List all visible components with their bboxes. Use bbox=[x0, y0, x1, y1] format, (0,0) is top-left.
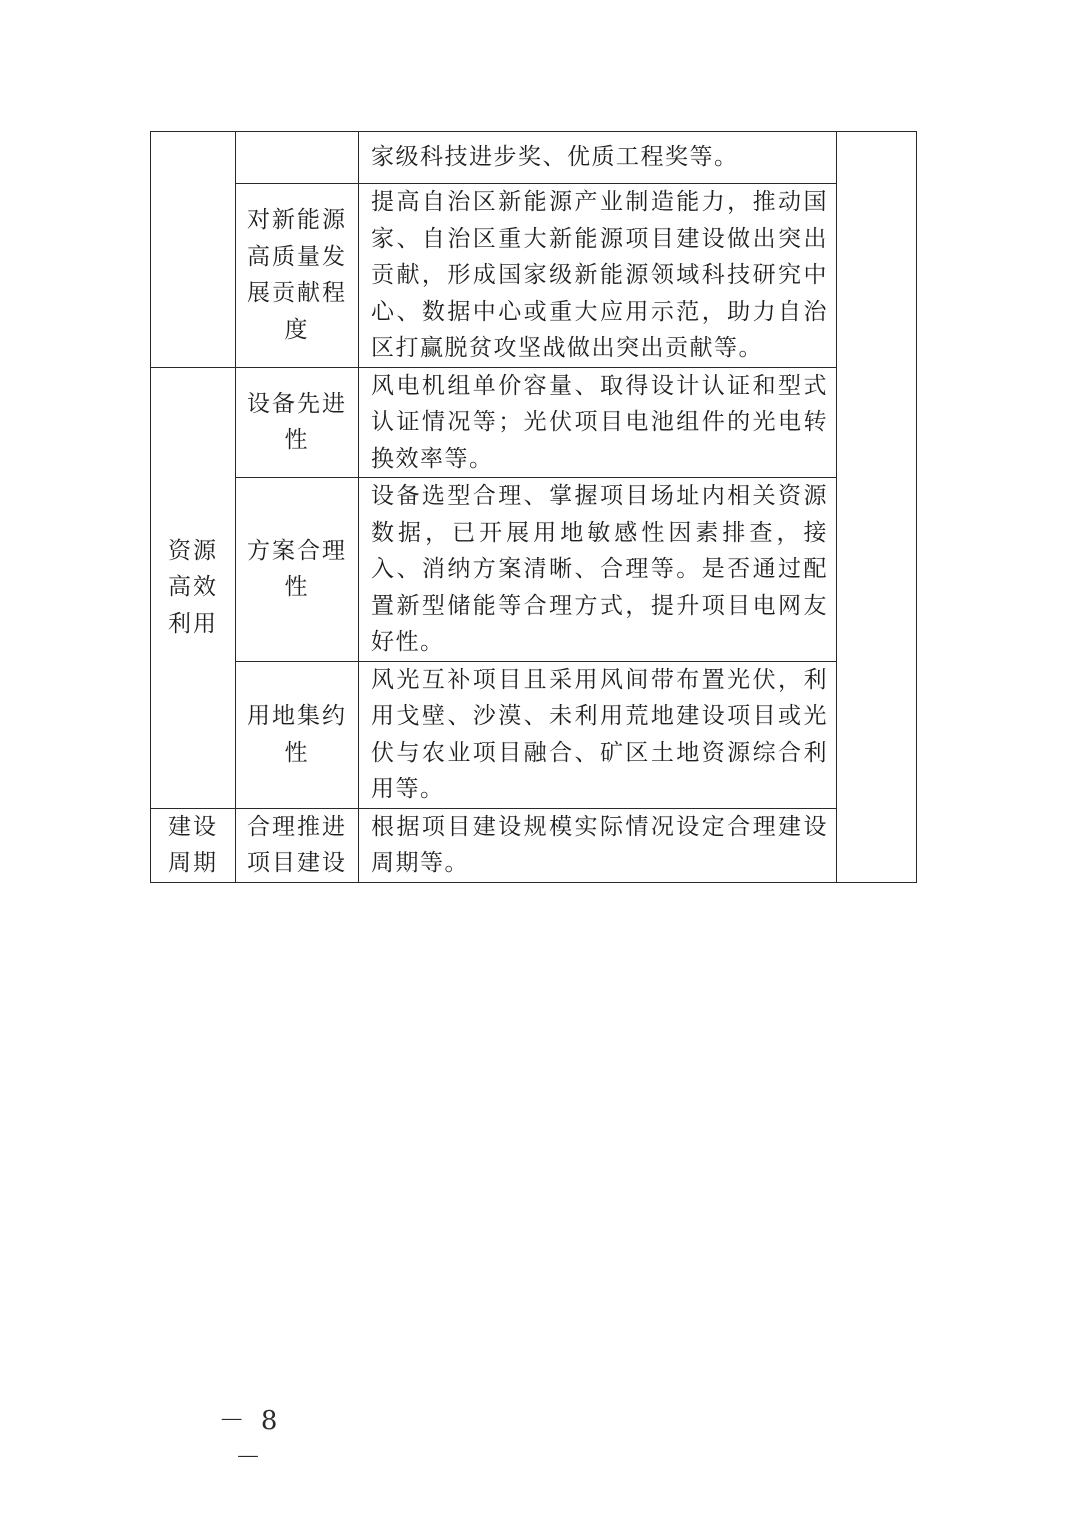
description-cell: 根据项目建设规模实际情况设定合理建设周期等。 bbox=[359, 808, 837, 882]
item-cell: 对新能源高质量发展贡献程度 bbox=[236, 184, 359, 368]
item-cell: 合理推进项目建设 bbox=[236, 808, 359, 882]
item-cell: 用地集约性 bbox=[236, 661, 359, 808]
category-cell: 资源高效利用 bbox=[151, 367, 236, 808]
table-row bbox=[151, 132, 917, 184]
description-cell: 设备选型合理、掌握项目场址内相关资源数据，已开展用地敏感性因素排查，接入、消纳方案清晰、合理等。是否通过配置新型储能等合理方式，提升项目电网友好性。 bbox=[359, 478, 837, 662]
evaluation-criteria-table bbox=[150, 131, 917, 883]
category-cell: 建设周期 bbox=[151, 808, 236, 882]
item-cell bbox=[236, 132, 359, 184]
table-row bbox=[151, 478, 917, 662]
table-row bbox=[151, 661, 917, 808]
item-cell: 方案合理性 bbox=[236, 478, 359, 662]
description-cell: 风光互补项目且采用风间带布置光伏，利用戈壁、沙漠、未利用荒地建设项目或光伏与农业项目融合、矿区土地资源综合利用等。 bbox=[359, 661, 837, 808]
description-cell: 提高自治区新能源产业制造能力，推动国家、自治区重大新能源项目建设做出突出贡献，形成国家级新能源领域科技研究中心、数据中心或重大应用示范，助力自治区打赢脱贫攻坚战做出突出贡献等。 bbox=[359, 184, 837, 368]
table-row bbox=[151, 808, 917, 882]
table-row bbox=[151, 184, 917, 368]
blank-column-cell bbox=[837, 132, 917, 883]
category-cell-continued bbox=[151, 132, 236, 368]
page-number: － 8 － bbox=[218, 1406, 282, 1473]
item-cell: 设备先进性 bbox=[236, 367, 359, 478]
description-cell: 风电机组单价容量、取得设计认证和型式认证情况等；光伏项目电池组件的光电转换效率等。 bbox=[359, 367, 837, 478]
description-cell: 家级科技进步奖、优质工程奖等。 bbox=[359, 132, 837, 184]
table-row bbox=[151, 367, 917, 478]
